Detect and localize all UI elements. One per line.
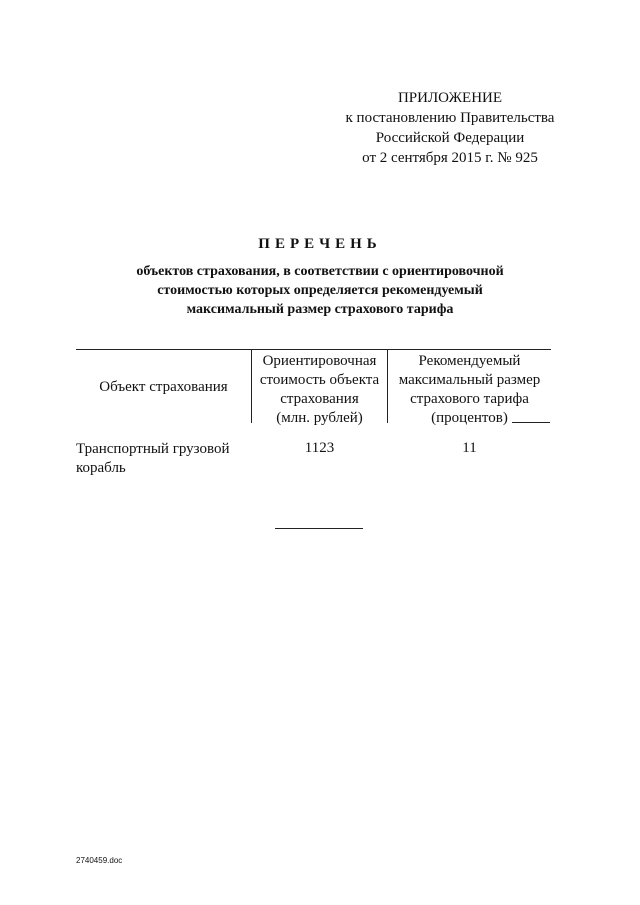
header-text: максимальный размер [398, 372, 541, 388]
document-title: ПЕРЕЧЕНЬ [258, 236, 382, 252]
header-text: (процентов) [431, 410, 508, 426]
subtitle-line: объектов страхования, в соответствии с ориентировочной [136, 264, 504, 279]
header-text: страхования [280, 391, 359, 407]
subtitle-line: стоимостью которых определяется рекомендуемый [157, 283, 483, 298]
table-header-cost [252, 352, 387, 428]
appendix-date-number: от 2 сентября 2015 г. № 925 [362, 150, 538, 166]
appendix-line: к постановлению Правительства [345, 110, 555, 126]
table-header-object [76, 378, 251, 397]
appendix-line: Российской Федерации [375, 130, 525, 146]
subtitle-line: максимальный размер страхового тарифа [186, 302, 454, 317]
table-top-rule [76, 349, 551, 350]
end-separator-line [275, 528, 363, 529]
table-row-tariff: 11 [462, 440, 477, 456]
header-text: страхового тарифа [410, 391, 529, 407]
header-text: Объект страхования [99, 379, 228, 395]
appendix-block [330, 88, 570, 168]
cell-text: Транспортный грузовой [76, 441, 230, 457]
cell-text: корабль [76, 460, 126, 476]
appendix-heading: ПРИЛОЖЕНИЕ [397, 90, 503, 106]
header-text: стоимость объекта [259, 372, 380, 388]
table-header-tariff [388, 352, 551, 428]
document-subtitle [80, 262, 560, 319]
table-row-object [76, 440, 251, 478]
table-row-cost: 1123 [304, 440, 335, 456]
header-text: Рекомендуемый [418, 353, 521, 369]
document-filename: 2740459.doc [76, 856, 123, 865]
header-text: (млн. рублей) [276, 410, 363, 426]
header-text: Ориентировочная [262, 353, 377, 369]
